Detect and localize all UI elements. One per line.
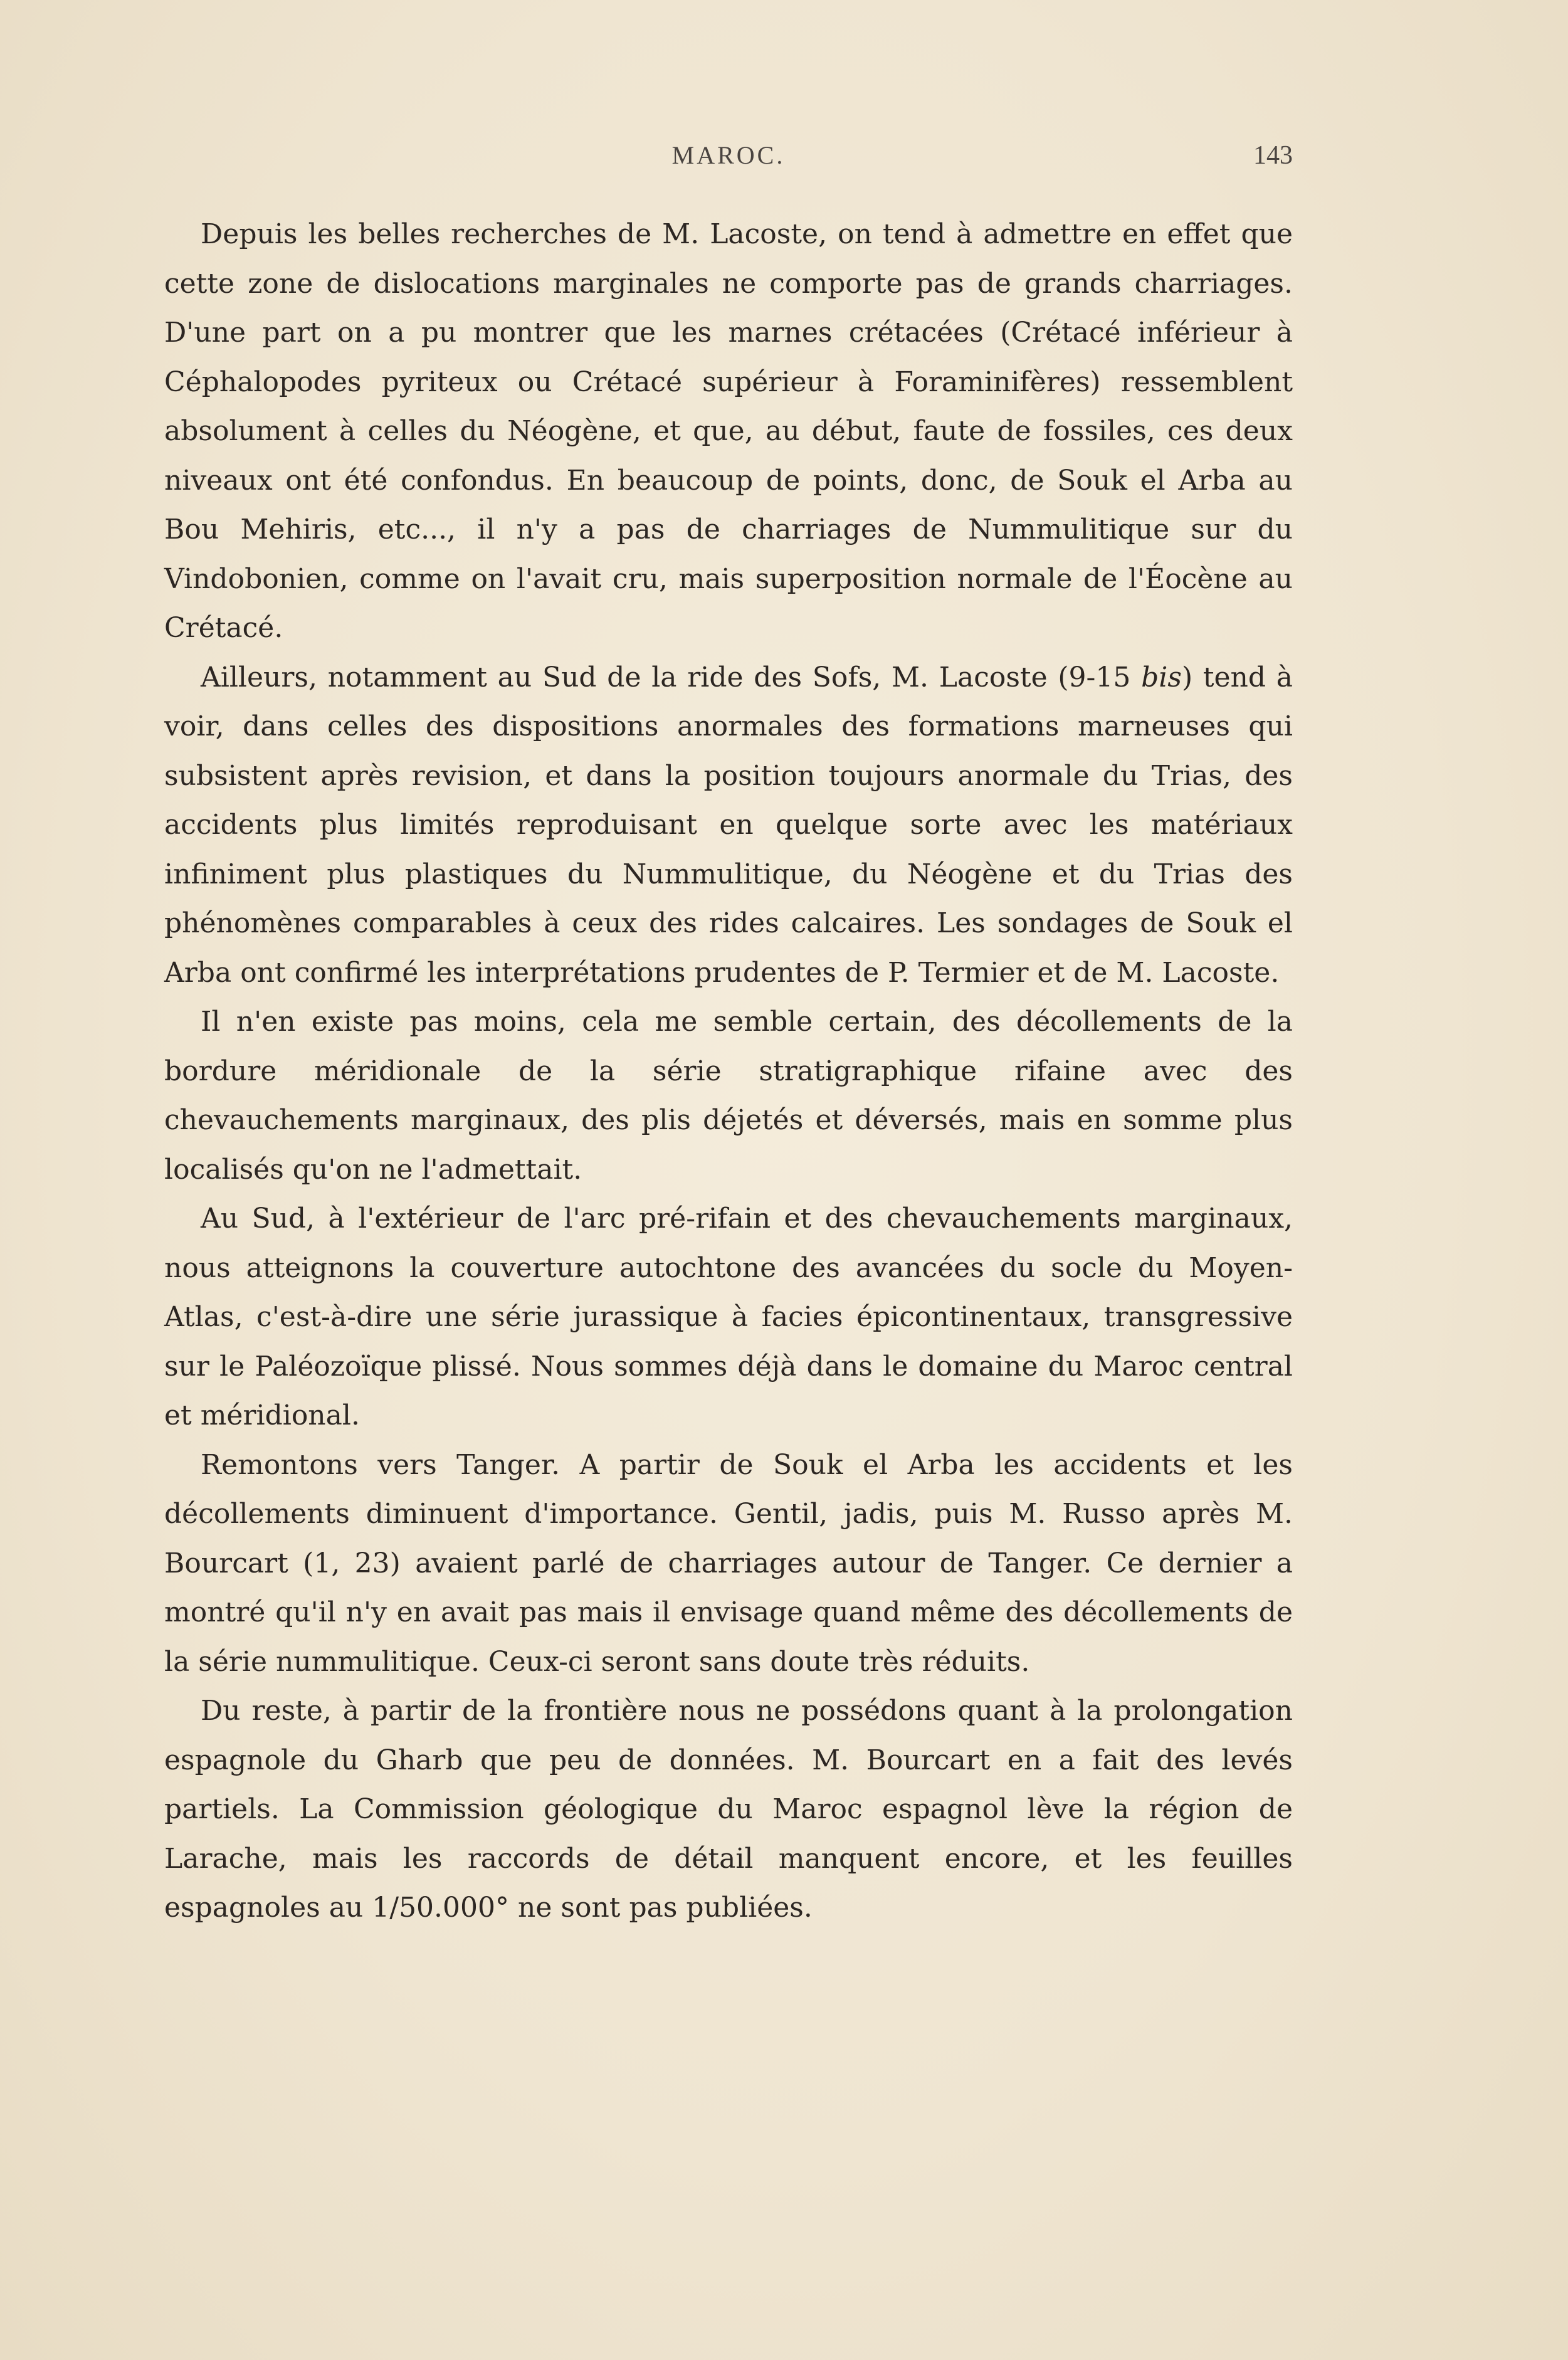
- running-header: [164, 140, 1293, 184]
- paragraph-3: [164, 998, 1293, 1194]
- paragraph-1-text: Depuis les belles recherches de M. Lacoste, on tend à admettre en effet que cette zone de dislocations marginales ne comporte pas de grands charriages. D'une part on a pu montrer que les marnes crétacées (Crétacé inférieur à Céphalopodes pyriteux ou Crétacé supérieur à Foraminifères) ressemblent absolument à celles du Néogène, et que, au début, faute de fossiles, ces deux niveaux ont été confondus. En beaucoup de points, donc, de Souk el Arba au Bou Mehiris, etc..., il n'y a pas de charriages de Nummulitique sur du Vindobonien, comme on l'avait cru, mais superposition normale de l'Éocène au Crétacé.: [164, 218, 1293, 644]
- paragraph-6-text: Du reste, à partir de la frontière nous ne possédons quant à la prolongation espagnole du Gharb que peu de données. M. Bourcart en a fait des levés partiels. La Commission géologique du Maroc espagnol lève la région de Larache, mais les raccords de détail manquent encore, et les feuilles espagnoles au 1/50.000° ne sont pas publiées.: [164, 1695, 1293, 1924]
- page-number: 143: [1253, 141, 1293, 170]
- paragraph-6: [164, 1687, 1293, 1933]
- running-title: MAROC.: [671, 141, 786, 169]
- paragraph-3-text: Il n'en existe pas moins, cela me semble certain, des décollements de la bordure méridionale de la série stratigraphique rifaine avec des chevauchements marginaux, des plis déjetés et déversés, mais en somme plus localisés qu'on ne l'admettait.: [164, 1006, 1293, 1186]
- paragraph-2-text-start: Ailleurs, notamment au Sud de la ride des Sofs, M. Lacoste (9-15: [201, 661, 1142, 693]
- paragraph-2: [164, 653, 1293, 998]
- paragraph-5-text: Remontons vers Tanger. A partir de Souk el Arba les accidents et les décollements diminuent d'importance. Gentil, jadis, puis M. Russo après M. Bourcart (1, 23) avaient parlé de charriages autour de Tanger. Ce dernier a montré qu'il n'y en avait pas mais il envisage quand même des décollements de la série nummulitique. Ceux-ci seront sans doute très réduits.: [164, 1448, 1293, 1678]
- paragraph-1: [164, 210, 1293, 653]
- paragraph-2-italic: bis: [1141, 661, 1182, 693]
- paragraph-5: [164, 1441, 1293, 1687]
- paragraph-4-text: Au Sud, à l'extérieur de l'arc pré-rifain et des chevauchements marginaux, nous atteignons la couverture autochtone des avancées du socle du Moyen-Atlas, c'est-à-dire une série jurassique à facies épicontinentaux, transgressive sur le Paléozoïque plissé. Nous sommes déjà dans le domaine du Maroc central et méridional.: [164, 1203, 1293, 1431]
- paragraph-2-text-end: ) tend à voir, dans celles des dispositions anormales des formations marneuses qui subsistent après revision, et dans la position toujours anormale du Trias, des accidents plus limités reproduisant en quelque sorte avec les matériaux infiniment plus plastiques du Nummulitique, du Néogène et du Trias des phénomènes comparables à ceux des rides calcaires. Les sondages de Souk el Arba ont confirmé les interprétations prudentes de P. Termier et de M. Lacoste.: [164, 661, 1293, 989]
- body-text: [164, 210, 1293, 1933]
- paragraph-4: [164, 1194, 1293, 1441]
